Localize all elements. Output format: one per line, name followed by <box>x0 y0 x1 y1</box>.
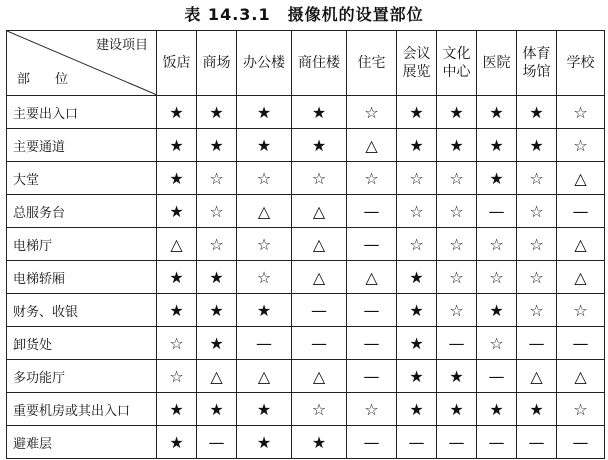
table-cell: ★ <box>397 294 437 327</box>
table-cell: ☆ <box>437 228 477 261</box>
table-cell: ★ <box>237 129 292 162</box>
table-cell: ★ <box>157 96 197 129</box>
table-cell: △ <box>197 360 237 393</box>
table-cell: — <box>197 426 237 459</box>
table-cell: ☆ <box>477 261 517 294</box>
table-cell: ★ <box>397 96 437 129</box>
table-cell: — <box>397 426 437 459</box>
table-cell: ☆ <box>517 294 557 327</box>
row-label: 主要出入口 <box>7 96 157 129</box>
table-cell: ☆ <box>237 261 292 294</box>
table-cell: ★ <box>157 162 197 195</box>
table-cell: ☆ <box>397 162 437 195</box>
table-cell: △ <box>557 162 605 195</box>
column-header: 商场 <box>197 31 237 96</box>
column-header: 会议展览 <box>397 31 437 96</box>
table-cell: — <box>347 195 397 228</box>
table-cell: ★ <box>157 261 197 294</box>
table-cell: ☆ <box>517 261 557 294</box>
table-cell: — <box>557 195 605 228</box>
table-cell: ☆ <box>477 327 517 360</box>
table-cell: △ <box>237 360 292 393</box>
table-row <box>7 228 605 261</box>
table-cell: ★ <box>397 360 437 393</box>
table-cell: ☆ <box>197 162 237 195</box>
table-cell: ★ <box>477 129 517 162</box>
corner-header <box>7 31 157 96</box>
table-cell: ★ <box>157 129 197 162</box>
table-cell: — <box>437 426 477 459</box>
row-label: 重要机房或其出入口 <box>7 393 157 426</box>
table-cell: ☆ <box>292 162 347 195</box>
table-cell: △ <box>347 261 397 294</box>
table-cell: ☆ <box>347 96 397 129</box>
row-label: 大堂 <box>7 162 157 195</box>
table-cell: ☆ <box>197 228 237 261</box>
table-cell: ★ <box>517 129 557 162</box>
table-cell: ☆ <box>237 228 292 261</box>
table-cell: ★ <box>157 294 197 327</box>
table-row <box>7 261 605 294</box>
table-cell: ☆ <box>292 393 347 426</box>
table-cell: ★ <box>237 294 292 327</box>
table-cell: ☆ <box>437 261 477 294</box>
column-header: 体育场馆 <box>517 31 557 96</box>
table-cell: ★ <box>197 393 237 426</box>
table-cell: ☆ <box>557 96 605 129</box>
table-cell: — <box>517 426 557 459</box>
table-cell: — <box>347 294 397 327</box>
table-cell: ★ <box>237 96 292 129</box>
table-row <box>7 195 605 228</box>
table-cell: — <box>557 426 605 459</box>
table-cell: ★ <box>477 162 517 195</box>
table-cell: ☆ <box>157 327 197 360</box>
table-cell: ★ <box>477 294 517 327</box>
table-cell: ★ <box>397 327 437 360</box>
table-cell: ☆ <box>517 195 557 228</box>
row-label: 财务、收银 <box>7 294 157 327</box>
table-cell: — <box>477 195 517 228</box>
table-cell: △ <box>517 360 557 393</box>
table-cell: ★ <box>197 129 237 162</box>
table-cell: — <box>292 327 347 360</box>
table-cell: ★ <box>157 393 197 426</box>
table-cell: ★ <box>237 393 292 426</box>
table-cell: ★ <box>197 96 237 129</box>
column-header: 商住楼 <box>292 31 347 96</box>
corner-bottom-label: 部 位 <box>17 72 75 87</box>
table-cell: ★ <box>397 129 437 162</box>
table-cell: ☆ <box>397 228 437 261</box>
table-row <box>7 129 605 162</box>
table-row <box>7 96 605 129</box>
table-cell: — <box>517 327 557 360</box>
table-cell: ☆ <box>237 162 292 195</box>
table-row <box>7 360 605 393</box>
row-label: 总服务台 <box>7 195 157 228</box>
row-label: 主要通道 <box>7 129 157 162</box>
table-cell: — <box>347 228 397 261</box>
table-cell: — <box>477 426 517 459</box>
table-cell: ☆ <box>517 228 557 261</box>
table-cell: ★ <box>397 261 437 294</box>
table-cell: △ <box>237 195 292 228</box>
table-cell: ★ <box>517 96 557 129</box>
column-header: 办公楼 <box>237 31 292 96</box>
table-cell: △ <box>557 261 605 294</box>
table-cell: ★ <box>157 195 197 228</box>
table-cell: ★ <box>437 360 477 393</box>
table-cell: ★ <box>292 426 347 459</box>
table-cell: △ <box>157 228 197 261</box>
table-cell: ☆ <box>437 294 477 327</box>
table-cell: △ <box>292 261 347 294</box>
table-cell: ★ <box>517 393 557 426</box>
table-cell: ☆ <box>197 195 237 228</box>
column-header: 医院 <box>477 31 517 96</box>
row-label: 多功能厅 <box>7 360 157 393</box>
table-cell: ★ <box>292 96 347 129</box>
table-cell: △ <box>557 228 605 261</box>
table-cell: ☆ <box>397 195 437 228</box>
column-header: 住宅 <box>347 31 397 96</box>
table-cell: — <box>477 360 517 393</box>
table-cell: ★ <box>292 129 347 162</box>
table-row <box>7 426 605 459</box>
table-cell: △ <box>557 360 605 393</box>
table-cell: — <box>557 327 605 360</box>
table-row <box>7 327 605 360</box>
table-cell: ★ <box>237 426 292 459</box>
column-header: 文化中心 <box>437 31 477 96</box>
column-header: 饭店 <box>157 31 197 96</box>
table-title: 表 14.3.1 摄像机的设置部位 <box>184 5 424 24</box>
table-cell: — <box>347 360 397 393</box>
table-cell: — <box>237 327 292 360</box>
table-cell: ☆ <box>347 162 397 195</box>
table-cell: ☆ <box>557 294 605 327</box>
table-cell: ☆ <box>477 228 517 261</box>
row-label: 避难层 <box>7 426 157 459</box>
table-cell: ★ <box>477 96 517 129</box>
table-cell: — <box>347 426 397 459</box>
table-cell: ★ <box>197 294 237 327</box>
header-row <box>7 31 605 96</box>
table-cell: ★ <box>477 393 517 426</box>
table-cell: — <box>347 327 397 360</box>
table-row <box>7 294 605 327</box>
table-cell: △ <box>292 228 347 261</box>
table-cell: ★ <box>397 393 437 426</box>
table-row <box>7 162 605 195</box>
table-cell: ☆ <box>557 393 605 426</box>
table-cell: — <box>437 327 477 360</box>
camera-placement-table <box>6 30 605 459</box>
table-cell: — <box>292 294 347 327</box>
table-cell: ★ <box>197 327 237 360</box>
corner-top-label: 建设项目 <box>95 38 148 53</box>
row-label: 电梯轿厢 <box>7 261 157 294</box>
table-cell: ☆ <box>157 360 197 393</box>
row-label: 电梯厅 <box>7 228 157 261</box>
table-cell: ☆ <box>347 393 397 426</box>
table-cell: ★ <box>197 261 237 294</box>
table-cell: ☆ <box>557 129 605 162</box>
table-cell: ☆ <box>437 195 477 228</box>
table-cell: ☆ <box>437 162 477 195</box>
table-cell: ★ <box>437 129 477 162</box>
table-cell: △ <box>292 195 347 228</box>
table-cell: △ <box>292 360 347 393</box>
table-cell: ★ <box>437 96 477 129</box>
table-row <box>7 393 605 426</box>
column-header: 学校 <box>557 31 605 96</box>
row-label: 卸货处 <box>7 327 157 360</box>
table-cell: ★ <box>437 393 477 426</box>
table-cell: △ <box>347 129 397 162</box>
table-cell: ★ <box>157 426 197 459</box>
table-cell: ☆ <box>517 162 557 195</box>
